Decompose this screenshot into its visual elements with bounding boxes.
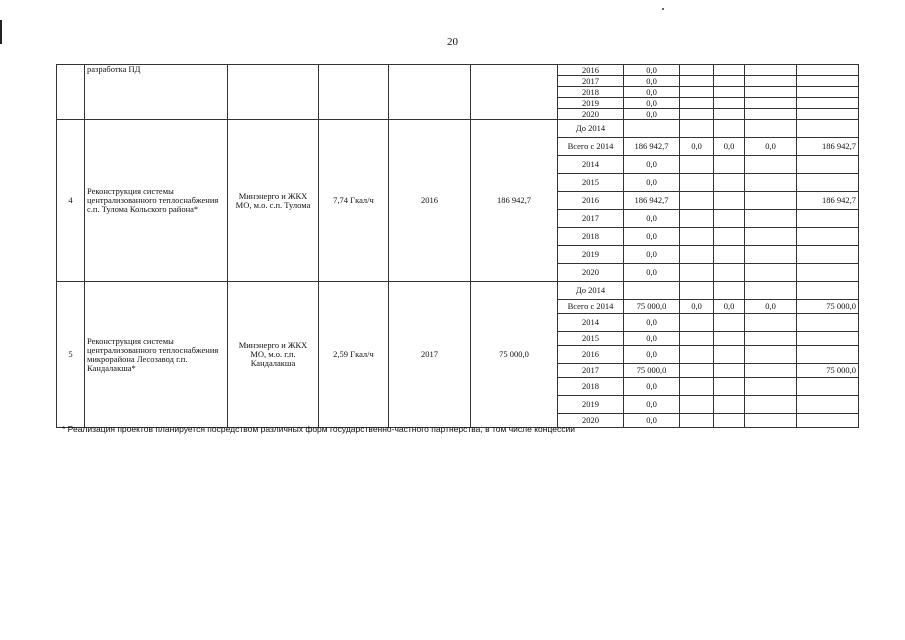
period-cell: 2020 bbox=[558, 109, 624, 120]
funding-cell bbox=[714, 109, 745, 120]
capacity-cell bbox=[319, 65, 389, 120]
total-cell: 186 942,7 bbox=[624, 138, 680, 156]
total-cell: 0,0 bbox=[624, 346, 680, 364]
funding-cell bbox=[714, 156, 745, 174]
project-number-cell: 4 bbox=[57, 120, 85, 282]
funding-cell bbox=[745, 246, 797, 264]
period-cell: 2020 bbox=[558, 264, 624, 282]
funding-cell: 186 942,7 bbox=[797, 138, 859, 156]
cost-cell: 75 000,0 bbox=[471, 282, 558, 428]
project-name-cell: Реконструкция системы централизованного теплоснабжения с.п. Тулома Кольского района* bbox=[85, 120, 228, 282]
project-number-cell: 5 bbox=[57, 282, 85, 428]
funding-cell bbox=[714, 65, 745, 76]
funding-cell: 75 000,0 bbox=[797, 364, 859, 378]
funding-cell bbox=[680, 76, 714, 87]
organization-cell bbox=[228, 65, 319, 120]
funding-cell: 0,0 bbox=[745, 300, 797, 314]
project-name-cell: Реконструкция системы централизованного теплоснабжения микрорайона Лесозавод г.п. Кандалакша* bbox=[85, 282, 228, 428]
funding-cell bbox=[714, 332, 745, 346]
total-cell: 0,0 bbox=[624, 98, 680, 109]
total-cell: 0,0 bbox=[624, 87, 680, 98]
total-cell: 0,0 bbox=[624, 228, 680, 246]
organization-cell: Минэнерго и ЖКХ МО, м.о. с.п. Тулома bbox=[228, 120, 319, 282]
total-cell: 75 000,0 bbox=[624, 300, 680, 314]
funding-cell bbox=[714, 378, 745, 396]
total-cell: 0,0 bbox=[624, 156, 680, 174]
project-number-cell bbox=[57, 65, 85, 120]
funding-cell bbox=[745, 87, 797, 98]
period-cell: 2015 bbox=[558, 332, 624, 346]
page-number: 20 bbox=[447, 36, 458, 48]
funding-cell bbox=[797, 414, 859, 428]
funding-cell bbox=[745, 156, 797, 174]
period-cell: Всего с 2014 bbox=[558, 300, 624, 314]
period-cell: Всего с 2014 bbox=[558, 138, 624, 156]
funding-cell: 75 000,0 bbox=[797, 300, 859, 314]
funding-cell bbox=[714, 396, 745, 414]
period-cell: 2017 bbox=[558, 210, 624, 228]
period-cell: 2018 bbox=[558, 228, 624, 246]
funding-cell: 0,0 bbox=[745, 138, 797, 156]
funding-cell bbox=[714, 87, 745, 98]
funding-cell bbox=[680, 314, 714, 332]
funding-cell bbox=[680, 98, 714, 109]
funding-cell bbox=[797, 174, 859, 192]
funding-cell bbox=[714, 282, 745, 300]
funding-cell bbox=[745, 98, 797, 109]
period-cell: 2018 bbox=[558, 87, 624, 98]
funding-cell bbox=[714, 76, 745, 87]
total-cell: 0,0 bbox=[624, 414, 680, 428]
funding-cell bbox=[680, 414, 714, 428]
funding-cell bbox=[745, 314, 797, 332]
funding-cell bbox=[797, 282, 859, 300]
total-cell: 0,0 bbox=[624, 246, 680, 264]
total-cell: 0,0 bbox=[624, 109, 680, 120]
funding-cell bbox=[714, 192, 745, 210]
funding-cell bbox=[680, 396, 714, 414]
capacity-cell: 7,74 Гкал/ч bbox=[319, 120, 389, 282]
funding-cell bbox=[797, 87, 859, 98]
funding-cell bbox=[714, 174, 745, 192]
funding-cell bbox=[680, 210, 714, 228]
year-cell bbox=[389, 65, 471, 120]
funding-cell: 186 942,7 bbox=[797, 192, 859, 210]
total-cell: 0,0 bbox=[624, 378, 680, 396]
period-cell: 2014 bbox=[558, 156, 624, 174]
project-name-cell: разработка ПД bbox=[85, 65, 228, 120]
funding-cell bbox=[680, 156, 714, 174]
funding-cell bbox=[680, 346, 714, 364]
funding-cell bbox=[797, 210, 859, 228]
funding-cell bbox=[797, 120, 859, 138]
funding-cell bbox=[797, 228, 859, 246]
funding-cell bbox=[680, 65, 714, 76]
funding-cell bbox=[745, 346, 797, 364]
funding-cell bbox=[797, 156, 859, 174]
total-cell: 0,0 bbox=[624, 314, 680, 332]
funding-cell bbox=[680, 228, 714, 246]
total-cell: 0,0 bbox=[624, 396, 680, 414]
funding-cell bbox=[714, 264, 745, 282]
funding-cell bbox=[714, 414, 745, 428]
funding-cell: 0,0 bbox=[714, 300, 745, 314]
period-cell: 2017 bbox=[558, 364, 624, 378]
total-cell: 0,0 bbox=[624, 76, 680, 87]
total-cell: 75 000,0 bbox=[624, 364, 680, 378]
period-cell: 2016 bbox=[558, 346, 624, 364]
period-cell: 2020 bbox=[558, 414, 624, 428]
table-row bbox=[57, 65, 859, 76]
total-cell: 186 942,7 bbox=[624, 192, 680, 210]
total-cell: 0,0 bbox=[624, 65, 680, 76]
period-cell: 2019 bbox=[558, 98, 624, 109]
footnote: * Реализация проектов планируется посредством различных форм государственно-частного партнерства, в том числе концессии bbox=[62, 424, 575, 434]
funding-cell bbox=[797, 346, 859, 364]
funding-cell bbox=[680, 264, 714, 282]
funding-cell bbox=[797, 76, 859, 87]
funding-cell bbox=[714, 120, 745, 138]
total-cell: 0,0 bbox=[624, 332, 680, 346]
period-cell: 2018 bbox=[558, 378, 624, 396]
funding-cell bbox=[745, 210, 797, 228]
cost-cell bbox=[471, 65, 558, 120]
funding-cell bbox=[745, 76, 797, 87]
funding-cell bbox=[680, 87, 714, 98]
funding-cell bbox=[714, 314, 745, 332]
table-row bbox=[57, 120, 859, 138]
period-cell: 2017 bbox=[558, 76, 624, 87]
funding-cell bbox=[745, 120, 797, 138]
funding-cell bbox=[745, 282, 797, 300]
period-cell: 2015 bbox=[558, 174, 624, 192]
total-cell: 0,0 bbox=[624, 264, 680, 282]
period-cell: До 2014 bbox=[558, 120, 624, 138]
scan-speck bbox=[662, 8, 664, 10]
period-cell: 2016 bbox=[558, 65, 624, 76]
period-cell: 2019 bbox=[558, 396, 624, 414]
funding-cell: 0,0 bbox=[714, 138, 745, 156]
total-cell: 0,0 bbox=[624, 174, 680, 192]
table-row bbox=[57, 282, 859, 300]
funding-cell bbox=[680, 282, 714, 300]
funding-cell bbox=[745, 396, 797, 414]
funding-cell bbox=[680, 174, 714, 192]
funding-cell bbox=[680, 192, 714, 210]
funding-cell: 0,0 bbox=[680, 138, 714, 156]
funding-cell bbox=[680, 246, 714, 264]
year-cell: 2017 bbox=[389, 282, 471, 428]
funding-cell bbox=[745, 378, 797, 396]
funding-cell bbox=[714, 246, 745, 264]
funding-cell bbox=[797, 378, 859, 396]
funding-cell bbox=[714, 364, 745, 378]
funding-cell bbox=[797, 246, 859, 264]
table-body bbox=[57, 65, 859, 428]
funding-cell bbox=[714, 98, 745, 109]
period-cell: 2016 bbox=[558, 192, 624, 210]
funding-cell bbox=[797, 332, 859, 346]
funding-cell bbox=[714, 228, 745, 246]
funding-cell bbox=[745, 192, 797, 210]
funding-cell bbox=[714, 210, 745, 228]
funding-cell bbox=[745, 65, 797, 76]
funding-cell bbox=[745, 332, 797, 346]
organization-cell: Минэнерго и ЖКХ МО, м.о. г.п. Кандалакша bbox=[228, 282, 319, 428]
investment-table bbox=[56, 64, 859, 428]
funding-cell bbox=[797, 98, 859, 109]
funding-cell bbox=[745, 174, 797, 192]
total-cell bbox=[624, 282, 680, 300]
total-cell: 0,0 bbox=[624, 210, 680, 228]
funding-cell bbox=[797, 109, 859, 120]
funding-cell bbox=[745, 109, 797, 120]
period-cell: 2019 bbox=[558, 246, 624, 264]
period-cell: До 2014 bbox=[558, 282, 624, 300]
total-cell bbox=[624, 120, 680, 138]
funding-cell bbox=[745, 364, 797, 378]
capacity-cell: 2,59 Гкал/ч bbox=[319, 282, 389, 428]
funding-cell bbox=[680, 109, 714, 120]
year-cell: 2016 bbox=[389, 120, 471, 282]
period-cell: 2014 bbox=[558, 314, 624, 332]
funding-cell bbox=[797, 65, 859, 76]
funding-cell bbox=[745, 414, 797, 428]
funding-cell bbox=[797, 264, 859, 282]
funding-cell bbox=[680, 378, 714, 396]
funding-cell bbox=[797, 396, 859, 414]
funding-cell bbox=[680, 364, 714, 378]
funding-cell bbox=[680, 332, 714, 346]
funding-cell: 0,0 bbox=[680, 300, 714, 314]
funding-cell bbox=[680, 120, 714, 138]
funding-cell bbox=[714, 346, 745, 364]
funding-cell bbox=[745, 228, 797, 246]
funding-cell bbox=[745, 264, 797, 282]
cost-cell: 186 942,7 bbox=[471, 120, 558, 282]
funding-cell bbox=[797, 314, 859, 332]
